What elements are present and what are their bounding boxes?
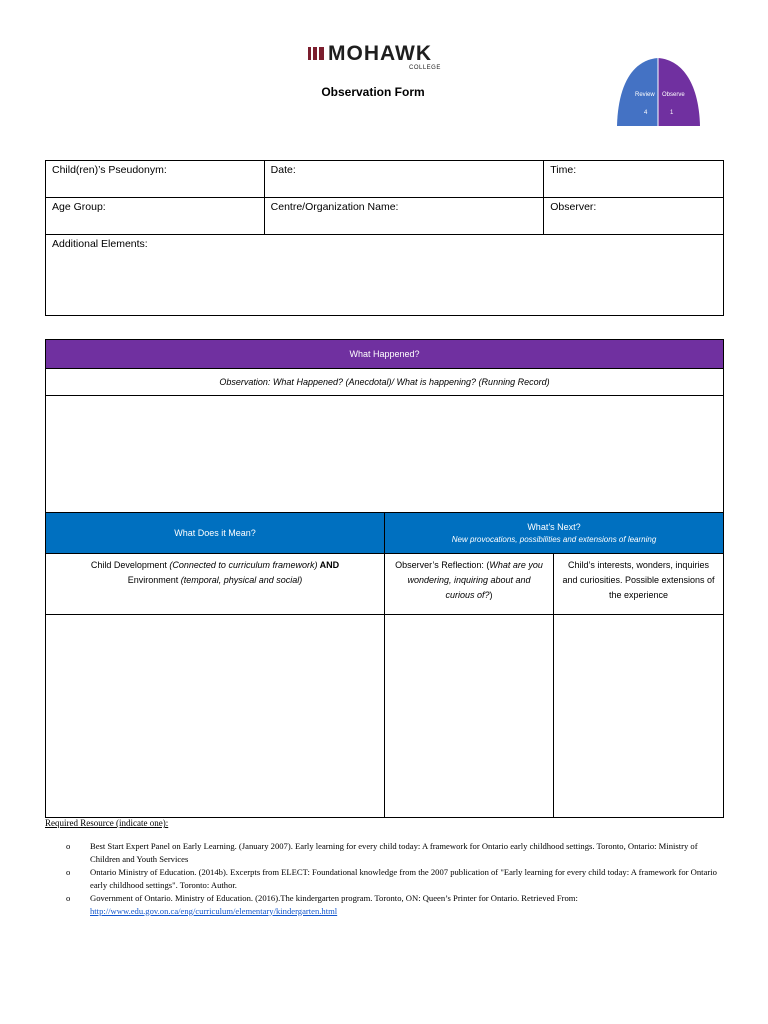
what-does-it-mean-header xyxy=(46,513,385,554)
bullet-icon: o xyxy=(66,893,71,903)
bullet-icon: o xyxy=(66,867,71,877)
whats-next-subtitle: New provocations, possibilities and extensions of learning xyxy=(451,535,657,544)
kindergarten-program-link[interactable]: http://www.edu.gov.on.ca/eng/curriculum/elementary/kindergarten.html xyxy=(90,905,338,916)
observer-reflection-entry-area[interactable] xyxy=(385,615,554,818)
review-observe-dome-icon xyxy=(614,56,702,128)
age-group-field[interactable] xyxy=(46,198,265,235)
col1-text-d: Environment xyxy=(127,575,181,585)
child-development-column-header xyxy=(46,554,385,615)
col2-text-a: Observer’s Reflection: ( xyxy=(395,560,490,570)
pseudonym-field[interactable] xyxy=(46,161,265,198)
what-does-it-mean-title: What Does it Mean? xyxy=(174,528,256,538)
required-resource-label: Required Resource (indicate one): xyxy=(45,818,169,828)
logo-wordmark: MOHAWK xyxy=(328,42,432,65)
observer-field[interactable] xyxy=(544,198,724,235)
time-field[interactable] xyxy=(544,161,724,198)
review-label: Review xyxy=(635,92,655,98)
observer-label: Observer: xyxy=(550,201,597,213)
additional-elements-field[interactable] xyxy=(46,235,724,316)
page-title: Observation Form xyxy=(321,85,425,99)
centre-label: Centre/Organization Name: xyxy=(270,201,399,213)
logo-bars-icon xyxy=(308,47,326,65)
reference-text: Ontario Ministry of Education. (2014b). Excerpts from ELECT: Foundational knowledge from the 2007 publication of "Early learning for every child today: A framework for Ontario early childhood settings". Toronto: Author. xyxy=(90,867,717,890)
date-field[interactable] xyxy=(264,161,544,198)
bullet-icon: o xyxy=(66,841,71,851)
whats-next-header xyxy=(385,513,724,554)
child-interests-column-header: Child’s interests, wonders, inquiries and curiosities. Possible extensions of the experience xyxy=(554,554,724,615)
list-item xyxy=(66,892,726,917)
col1-text-a: Child Development xyxy=(90,560,170,570)
observation-table xyxy=(45,339,724,818)
child-development-entry-area[interactable] xyxy=(46,615,385,818)
age-group-label: Age Group: xyxy=(52,201,106,213)
date-label: Date: xyxy=(270,164,296,176)
reference-text: Best Start Expert Panel on Early Learning. (January 2007). Early learning for every child today: A framework for Ontario early childhood settings. Toronto, Ontario: Ministry of Children and Youth Services xyxy=(90,841,698,864)
observation-subheader: Observation: What Happened? (Anecdotal)/ What is happening? (Running Record) xyxy=(46,369,724,396)
col2-text-c: ) xyxy=(489,590,493,600)
what-happened-header: What Happened? xyxy=(46,340,724,369)
review-number: 4 xyxy=(644,110,648,116)
list-item xyxy=(66,866,726,891)
col2-text-b: What are you wondering, inquiring about and curious of? xyxy=(407,560,543,600)
reference-list xyxy=(66,840,726,918)
observe-label: Observe xyxy=(662,92,685,98)
centre-field[interactable] xyxy=(264,198,544,235)
additional-elements-label: Additional Elements: xyxy=(52,238,148,250)
observe-number: 1 xyxy=(670,110,674,116)
child-interests-entry-area[interactable] xyxy=(554,615,724,818)
col1-text-e: (temporal, physical and social) xyxy=(180,575,303,585)
reference-text: Government of Ontario. Ministry of Education. (2016).The kindergarten program. Toronto, ON: Queen’s Printer for Ontario. Retrieved From: xyxy=(90,893,578,903)
whats-next-title: What’s Next? xyxy=(527,522,581,532)
logo-subtitle: COLLEGE xyxy=(409,65,441,71)
mohawk-college-logo xyxy=(308,44,458,74)
time-label: Time: xyxy=(550,164,577,176)
list-item xyxy=(66,840,726,865)
col1-text-b: (Connected to curriculum framework) xyxy=(169,560,318,570)
col1-text-c: AND xyxy=(317,560,340,570)
what-happened-entry-area[interactable] xyxy=(46,396,724,513)
child-info-table xyxy=(45,160,724,316)
pseudonym-label: Child(ren)’s Pseudonym: xyxy=(52,164,167,176)
observer-reflection-column-header xyxy=(385,554,554,615)
